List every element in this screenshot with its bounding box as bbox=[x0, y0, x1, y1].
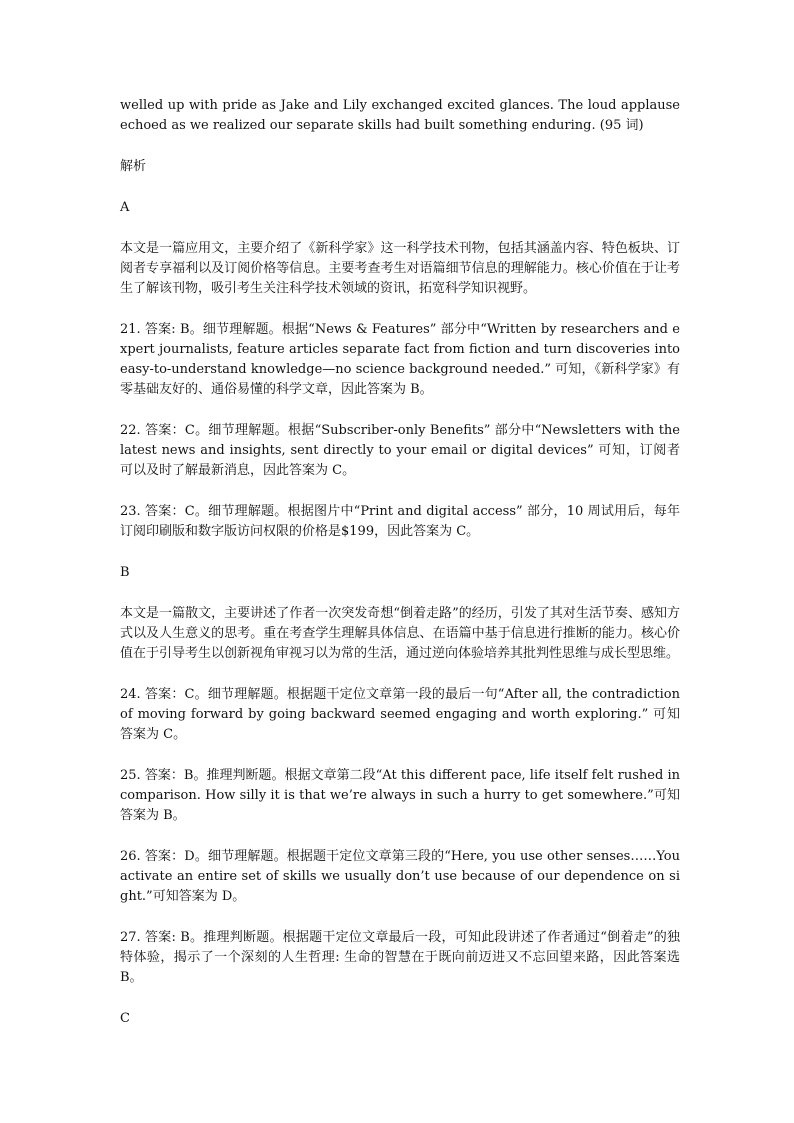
answer-22: 22. 答案：C。细节理解题。根据“Subscriber-only Benefits” 部分中“Newsletters with the latest news and insights, sent directly to your email or digital devices” 可知，订阅者可以及时了解最新消息，因此答案为 C。 bbox=[120, 423, 680, 478]
section-b-summary: 本文是一篇散文，主要讲述了作者一次突发奇想“倒着走路”的经历，引发了其对生活节奏、感知方式以及人生意义的思考。重在考查学生理解具体信息、在语篇中基于信息进行推断的能力。核心价值在于引导考生以创新视角审视习以为常的生活，通过逆向体验培养其批判性思维与成长型思维。 bbox=[120, 606, 680, 661]
answer-23: 23. 答案：C。细节理解题。根据图片中“Print and digital access” 部分，10 周试用后，每年订阅印刷版和数字版访问权限的价格是$199，因此答案为 C。 bbox=[120, 504, 680, 539]
intro-paragraph: welled up with pride as Jake and Lily exchanged excited glances. The loud applause echoed as we realized our separate skills had built something enduring. (95 词) bbox=[120, 98, 680, 133]
answer-21: 21. 答案: B。细节理解题。根据“News & Features” 部分中“Written by researchers and expert journalists, feature articles separate fact from fiction and turn discoveries into easy-to-understand knowledge—no science background needed.” 可知，《新科学家》有零基础友好的、通俗易懂的科学文章，因此答案为 B。 bbox=[120, 322, 680, 397]
section-b-letter: B bbox=[120, 565, 130, 580]
section-a-letter: A bbox=[120, 200, 130, 215]
answer-24: 24. 答案：C。细节理解题。根据题干定位文章第一段的最后一句“After all, the contradiction of moving forward by going backward seemed engaging and worth exploring.” 可知答案为 C。 bbox=[120, 687, 680, 742]
section-c-letter: C bbox=[120, 1011, 130, 1026]
answer-26: 26. 答案：D。细节理解题。根据题干定位文章第三段的“Here, you use other senses……You activate an entire set of skills we usually don’t use because of our dependence on sight.”可知答案为 D。 bbox=[120, 849, 680, 904]
document-page bbox=[120, 96, 680, 1050]
answer-27: 27. 答案: B。推理判断题。根据题干定位文章最后一段，可知此段讲述了作者通过“倒着走”的独特体验，揭示了一个深刻的人生哲理: 生命的智慧在于既向前迈进又不忘回望来路，因此答案选 B。 bbox=[120, 930, 680, 985]
analysis-heading: 解析 bbox=[120, 159, 147, 174]
section-a-summary: 本文是一篇应用文，主要介绍了《新科学家》这一科学技术刊物，包括其涵盖内容、特色板块、订阅者专享福利以及订阅价格等信息。主要考查考生对语篇细节信息的理解能力。核心价值在于让考生了解该刊物，吸引考生关注科学技术领域的资讯，拓宽科学知识视野。 bbox=[120, 241, 680, 296]
answer-25: 25. 答案：B。推理判断题。根据文章第二段“At this different pace, life itself felt rushed in comparison. How silly it is that we’re always in such a hurry to get somewhere.”可知答案为 B。 bbox=[120, 768, 680, 823]
